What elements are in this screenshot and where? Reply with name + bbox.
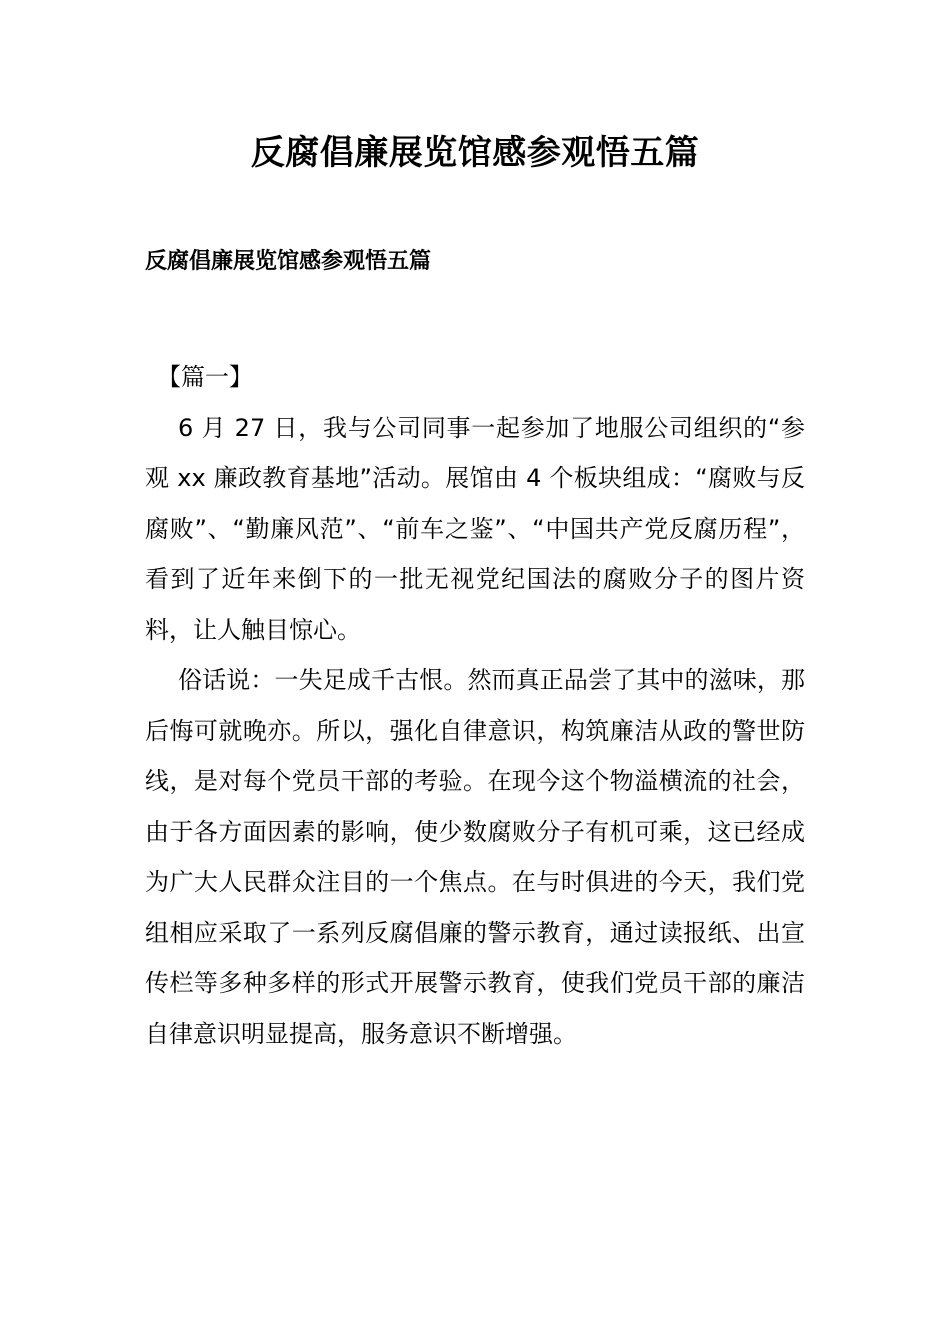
document-subtitle: 反腐倡廉展览馆感参观悟五篇 [145, 249, 432, 274]
paragraph-1: 6 月 27 日，我与公司同事一起参加了地服公司组织的“参观 xx 廉政教育基地”活动。展馆由 4 个板块组成：“腐败与反腐败”、“勤廉风范”、“前车之鉴”、“中国共产党反腐历程”，看到了近年来倒下的一批无视党纪国法的腐败分子的图片资料，让人触目惊心。 [145, 413, 805, 644]
section-label: 【篇一】 [157, 363, 253, 391]
document-body [145, 352, 805, 1059]
paragraph-2: 俗话说：一失足成千古恨。然而真正品尝了其中的滋味，那后悔可就晚亦。所以，强化自律意识，构筑廉洁从政的警世防线，是对每个党员干部的考验。在现今这个物溢横流的社会，由于各方面因素的影响，使少数腐败分子有机可乘，这已经成为广大人民群众注目的一个焦点。在与时俱进的今天，我们党组相应采取了一系列反腐倡廉的警示教育，通过读报纸、出宣传栏等多种多样的形式开展警示教育，使我们党员干部的廉洁自律意识明显提高，服务意识不断增强。 [145, 666, 805, 1048]
document-title: 反腐倡廉展览馆感参观悟五篇 [250, 133, 700, 173]
